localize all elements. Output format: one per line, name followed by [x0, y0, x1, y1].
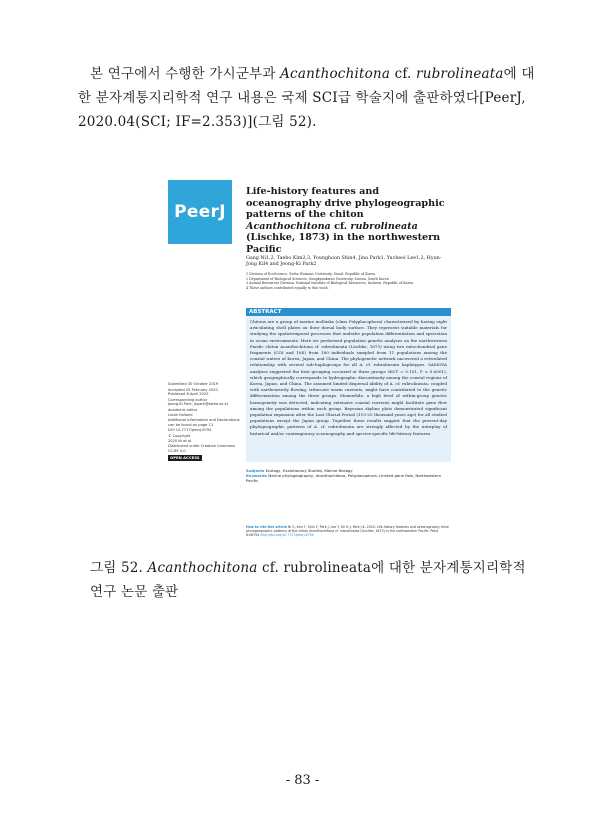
- license: Distributed under Creative Commons CC-BY 4.0: [168, 444, 236, 453]
- affiliation-line: 4 These authors contributed equally to this work.: [246, 286, 329, 291]
- subjects-label: Subjects: [246, 468, 265, 473]
- figure-caption: [90, 556, 530, 604]
- paragraph-text-1: 본 연구에서 수행한 가시군부과: [90, 66, 281, 82]
- paragraph-text-3: 에 대한 분자계통지리학적 연구 내용은 국제 SCI급 학술지에 출판하였다[PeerJ, 2020.04(SCI; IF=2.353)](그림 52).: [78, 66, 535, 130]
- paragraph-species-2: rubrolineata: [416, 66, 504, 82]
- doi: DOI 10.7717/peerj.8794: [168, 428, 212, 433]
- paper-title-species: Acanthochitona: [246, 220, 331, 232]
- caption-text: cf. rubrolineata에 대한 분자계통지리학적 연구 논문 출판: [90, 560, 526, 600]
- caption-label: 그림 52.: [90, 560, 148, 576]
- cite-text: Ni G, Kim T, Shin Y, Park J, Lee Y, Kil H-J, Park J-K. 2020. Life-history features and oceanography drive phylogeographic patterns of the chiton Acanthochitona cf. rubrolineata (Lischke, 1873) in the northwestern Pacific. PeerJ 8:e8794: [246, 525, 449, 538]
- keywords-label: Keywords: [246, 473, 267, 478]
- article-sidebar: [168, 382, 242, 461]
- page-number: - 83 -: [285, 773, 320, 788]
- peerj-logo: PeerJ: [168, 180, 232, 244]
- paragraph-text-2: cf.: [390, 66, 417, 82]
- copyright-label: Copyright: [172, 433, 191, 438]
- paper-figure: [168, 180, 451, 542]
- paper-title-text-1: Life-history features and oceanography drive phylogeographic patterns of the chiton: [246, 186, 445, 220]
- paper-title-cf: cf.: [330, 220, 351, 232]
- keywords-value: Marine phylogeography, Acanthochitona, Polyplacophora, Limited gene flow, Northwestern Pacific: [246, 473, 442, 483]
- copyright-icon: ©: [168, 433, 172, 438]
- editor-label: Academic editor: [168, 407, 198, 412]
- paper-title-text-2: (Lischke, 1873) in the northwestern Pacific: [246, 232, 441, 255]
- affiliation-line: 2 Department of Biological Sciences, Sungkyunkwan University, Suwon, South Korea: [246, 276, 389, 281]
- corresponding-author: Joong-Ki Park, jkpark@ewha.ac.kr: [168, 402, 229, 407]
- paper-affiliations: [246, 272, 451, 291]
- published-date: Published 8 April 2020: [168, 392, 209, 397]
- accepted-date: Accepted 25 February 2020: [168, 387, 218, 392]
- affiliation-line: 3 Animal Resources Division, National Institute of Biological Resources, Incheon, Republic of Korea: [246, 281, 414, 286]
- corresponding-label: Corresponding author: [168, 397, 208, 402]
- paper-authors: Gang Ni1,2, Taeho Kim2,3, Younghoon Shin4, Jina Park1, Yucheol Lee1,2, Hyun-Jong Kil4 and Jeong-Ki Park2: [246, 256, 442, 268]
- open-access-badge: OPEN ACCESS: [170, 454, 200, 460]
- subjects-value: Ecology, Evolutionary Studies, Marine Biology: [265, 468, 353, 473]
- citation: [246, 525, 451, 538]
- caption-species: Acanthochitona: [147, 560, 258, 576]
- abstract-heading: ABSTRACT: [246, 308, 451, 316]
- paper-title: [246, 186, 451, 255]
- body-paragraph: [78, 62, 538, 134]
- subjects-keywords: [246, 468, 451, 483]
- editor-name: Linda Holland: [168, 412, 193, 417]
- submitted-date: Submitted 30 October 2019: [168, 382, 219, 386]
- paragraph-species: Acanthochitona: [280, 66, 391, 82]
- affiliation-line: 1 Division of EcoScience, Ewha Womans University, Seoul, Republic of Korea: [246, 272, 376, 276]
- cite-url[interactable]: http://doi.org/10.7717/peerj.8794: [260, 533, 314, 538]
- additional-info: Additional Information and Declarations can be found on page 13: [168, 418, 240, 427]
- paper-title-species-2: rubrolineata: [350, 220, 418, 232]
- abstract-body: Chitons are a group of marine mollusks (class Polyplacophora) characterized by having eight articulating shell plates on their dorsal body surface. They represent suitable materials for studying the spatiotemporal processes that underlie population differentiation and speciation in ocean environments. Here we performed population genetic analyses on the northwestern Pacific chiton Acanthochitona cf. rubrolineata (Lischke, 1873) using two mitochondrial gene fragments (COI and 16S) from 180 individuals sampled from 11 populations among the coastal waters of Korea, Japan, and China. The phylogenetic network uncovered a reticulated relationship with several sub-haplogroups for all A. cf. rubrolineata haplotypes. SAMOVA analyses suggested the best grouping occurred at three groups (ΦCT = 0.151, P < 0.0001), which geographically corresponds to hydrographic discontinuity among the coastal regions of Korea, Japan, and China. The assumed limited dispersal ability of A. cf. rubrolineata, coupled with northeasterly flowing, trifurcate warm currents, might have contributed to the genetic differentiation among the three groups. Meanwhile, a high level of within-group genetic homogeneity was detected, indicating extensive coastal currents might facilitate gene flow among the populations within each group. Bayesian skyline plots demonstrated significant population expansion after the Last Glacial Period (110-25 thousand years ago) for all studied populations except the Japan group. Together these results suggest that the present-day phylogeographic patterns of A. cf. rubrolineata are strongly affected by the interplay of historical and/or contemporary oceanography and species-specific life-history features.: [246, 316, 451, 462]
- copyright-holder: 2020 Ni et al.: [168, 438, 193, 443]
- cite-label: How to cite this article: [246, 525, 287, 529]
